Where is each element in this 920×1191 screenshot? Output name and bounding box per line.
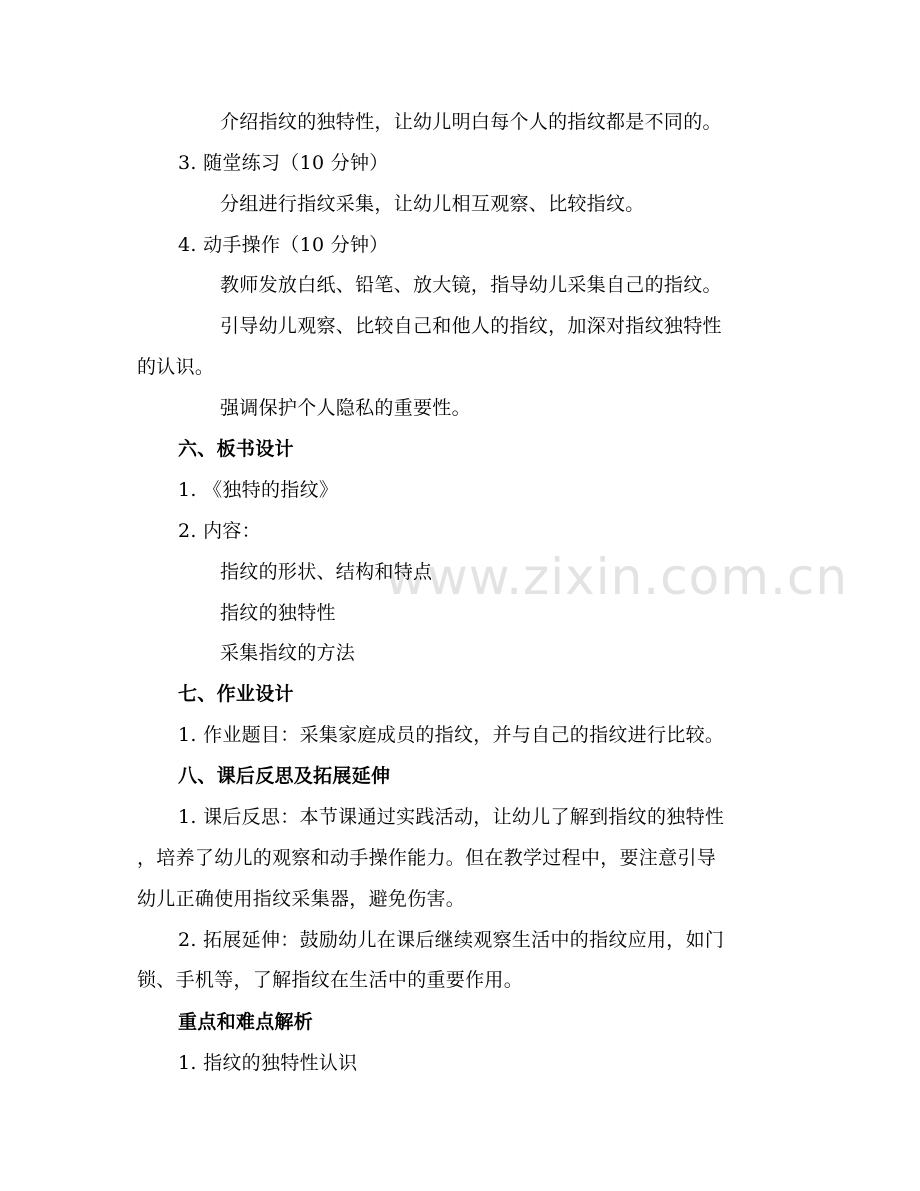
item-classroom-practice: 3. 随堂练习（10 分钟） [178,152,389,174]
watermark: www.zixin.com.cn [385,548,849,606]
paragraph-teacher-distributes: 教师发放白纸、铅笔、放大镜，指导幼儿采集自己的指纹。 [220,274,722,296]
paragraph-guide-observe-cont: 的认识。 [137,356,215,378]
paragraph-privacy: 强调保护个人隐私的重要性。 [220,397,471,419]
paragraph-guide-observe: 引导幼儿观察、比较自己和他人的指纹，加深对指纹独特性 [220,315,722,337]
board-point-method: 采集指纹的方法 [220,642,356,664]
board-point-shape: 指纹的形状、结构和特点 [220,561,433,583]
item-key-point-1: 1. 指纹的独特性认识 [178,1052,358,1074]
item-board-content: 2. 内容： [178,520,261,542]
item-reflection: 1. 课后反思：本节课通过实践活动，让幼儿了解到指纹的独特性 [178,806,725,828]
heading-key-points: 重点和难点解析 [178,1011,314,1033]
item-hands-on: 4. 动手操作（10 分钟） [178,234,389,256]
item-homework-task: 1. 作业题目：采集家庭成员的指纹，并与自己的指纹进行比较。 [178,724,725,746]
heading-board-design: 六、板书设计 [178,438,294,460]
heading-reflection: 八、课后反思及拓展延伸 [178,765,391,787]
item-extension-cont: 锁、手机等，了解指纹在生活中的重要作用。 [137,969,524,991]
paragraph-introduce-uniqueness: 介绍指纹的独特性，让幼儿明白每个人的指纹都是不同的。 [220,111,722,133]
item-extension: 2. 拓展延伸：鼓励幼儿在课后继续观察生活中的指纹应用，如门 [178,929,725,951]
board-point-uniqueness: 指纹的独特性 [220,602,336,624]
item-reflection-cont-2: 幼儿正确使用指纹采集器，避免伤害。 [137,888,466,910]
item-board-title: 1. 《独特的指纹》 [178,479,339,501]
item-reflection-cont-1: ，培养了幼儿的观察和动手操作能力。但在教学过程中，要注意引导 [137,847,717,869]
paragraph-group-collection: 分组进行指纹采集，让幼儿相互观察、比较指纹。 [220,193,645,215]
heading-homework: 七、作业设计 [178,683,294,705]
